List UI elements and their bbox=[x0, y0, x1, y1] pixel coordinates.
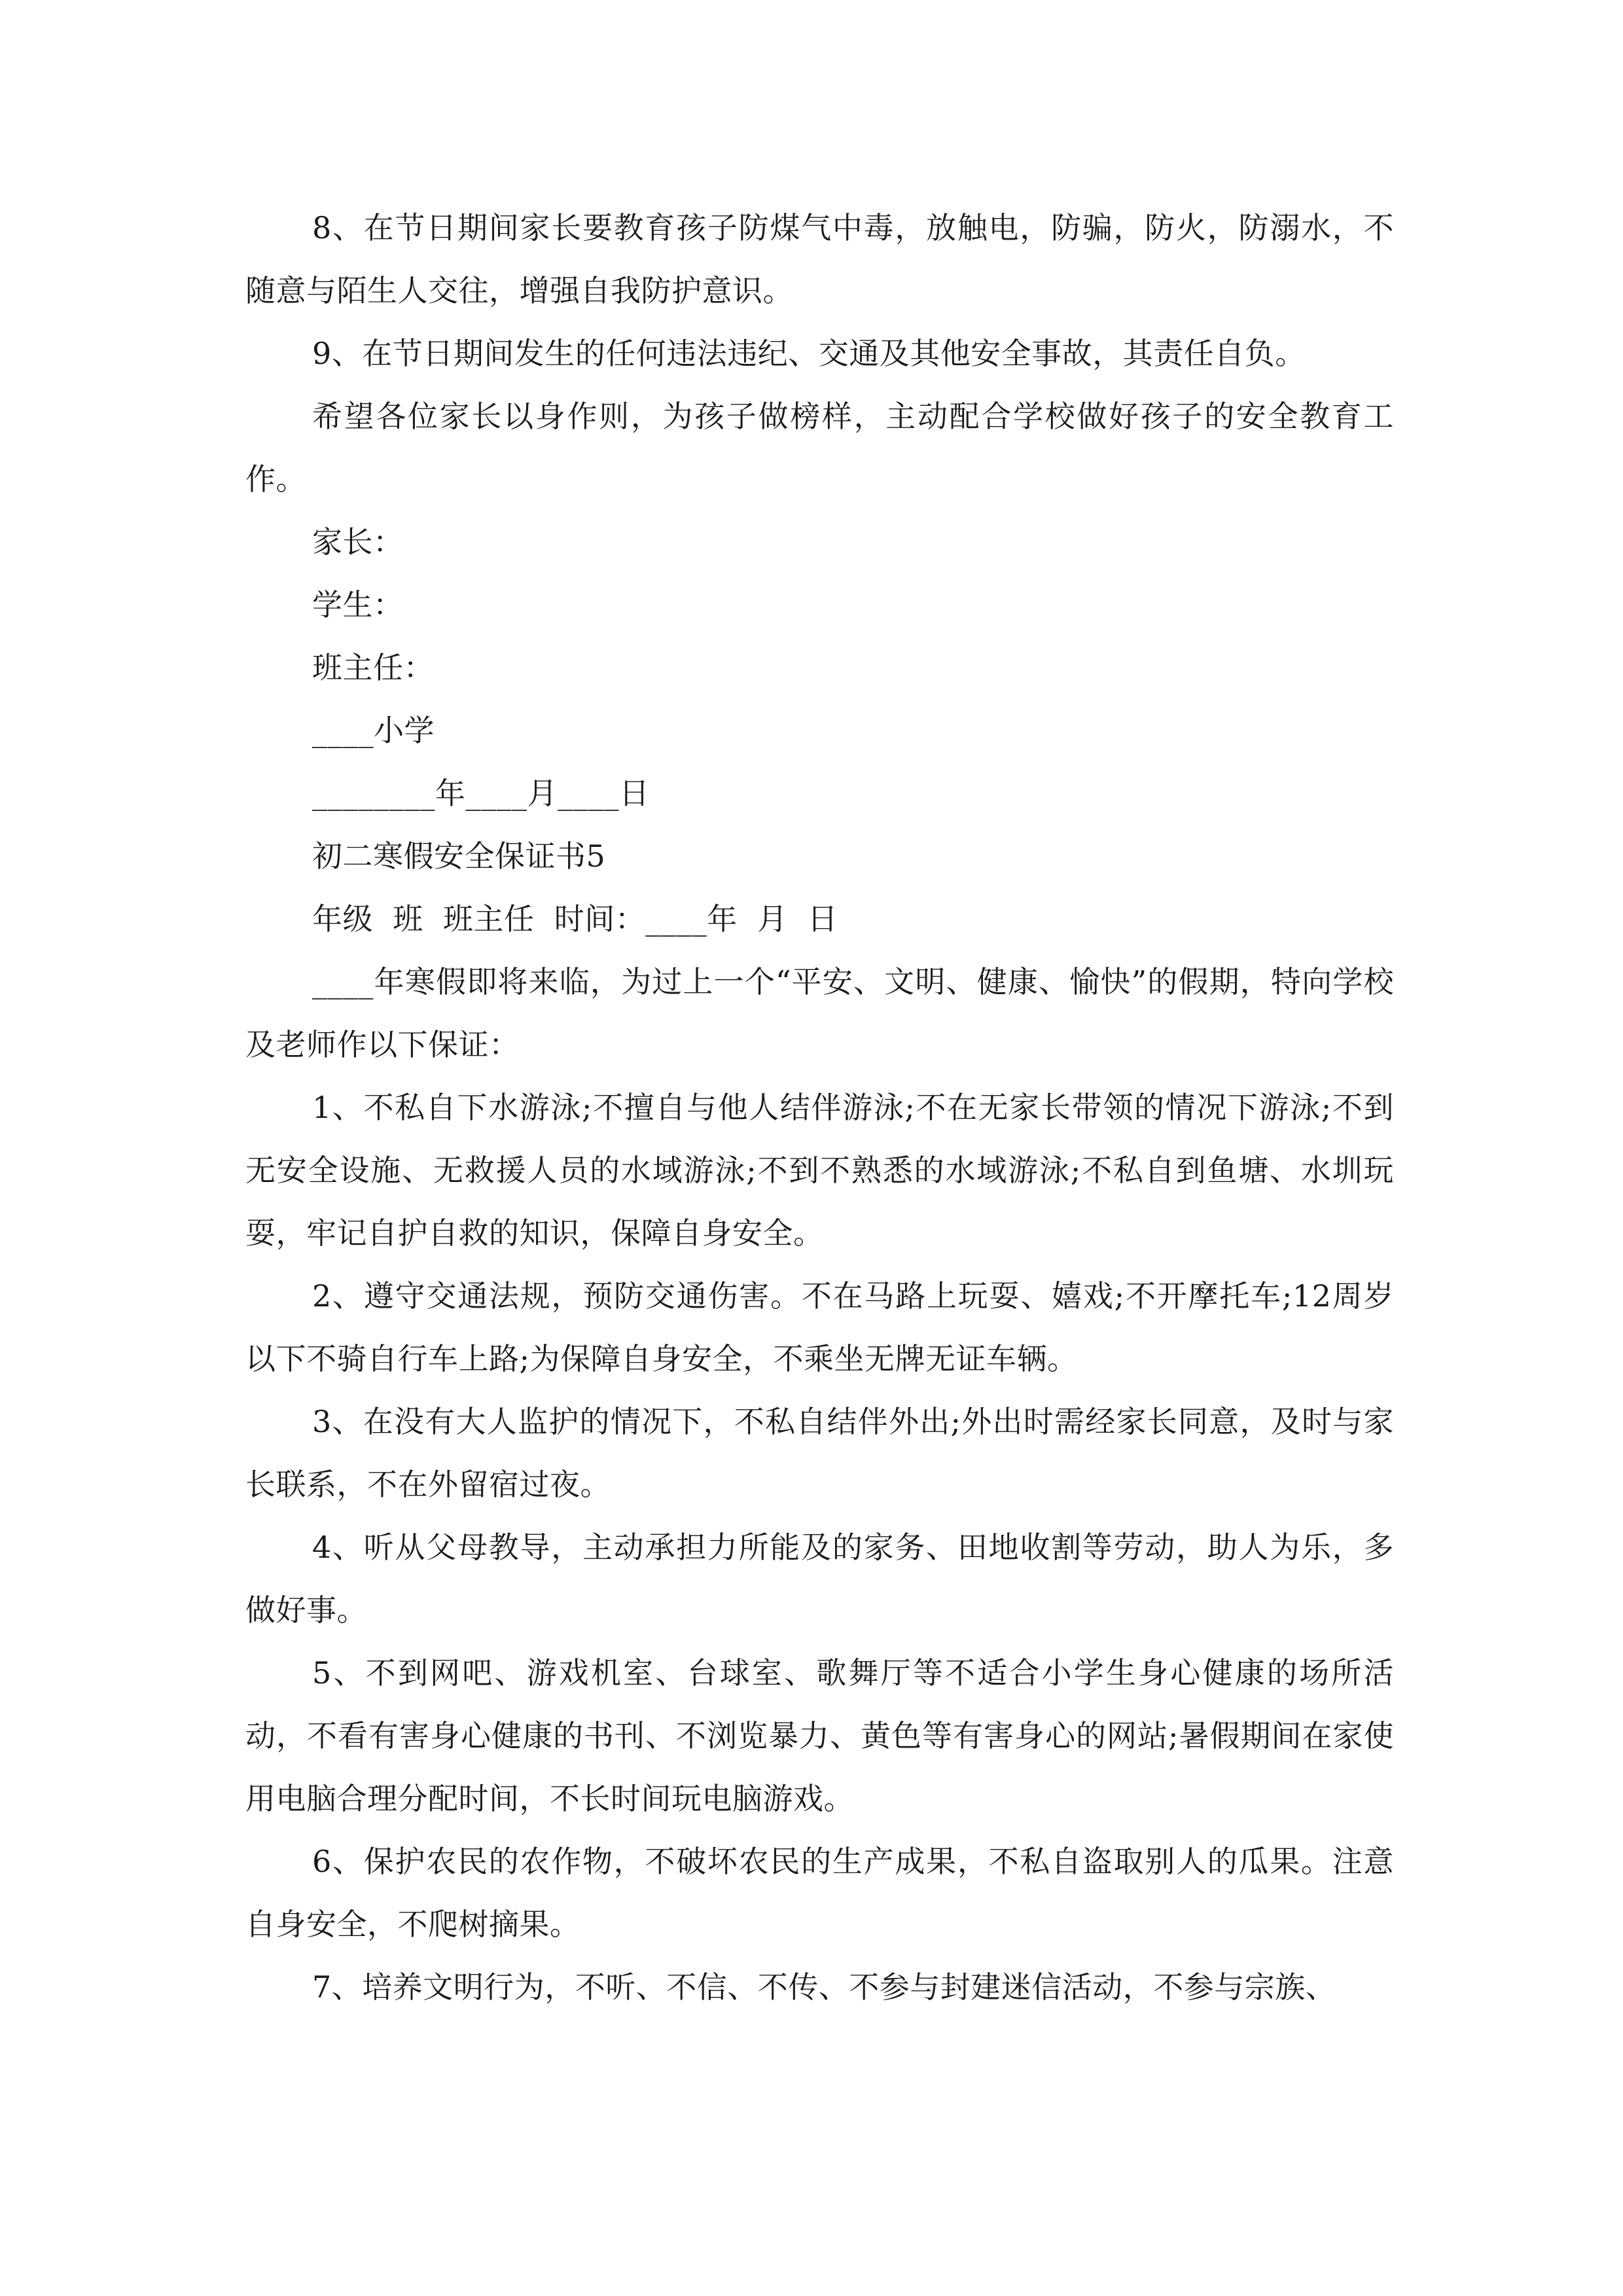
paragraph-item-4: 4、听从父母教导，主动承担力所能及的家务、田地收割等劳动，助人为乐，多做好事。 bbox=[245, 1530, 1394, 1628]
paragraph-hope: 希望各位家长以身作则，为孩子做榜样，主动配合学校做好孩子的安全教育工作。 bbox=[245, 399, 1394, 497]
paragraph-item-1: 1、不私自下水游泳;不擅自与他人结伴游泳;不在无家长带领的情况下游泳;不到无安全设施、无救援人员的水域游泳;不到不熟悉的水域游泳;不私自到鱼塘、水圳玩耍，牢记自护自救的知识，保障自身安全。 bbox=[245, 1090, 1394, 1251]
school-name-line: ____小学 bbox=[312, 713, 435, 748]
paragraph-intro: ____年寒假即将来临，为过上一个“平安、文明、健康、愉快”的假期，特向学校及老师作以下保证： bbox=[245, 964, 1394, 1062]
paragraph-item-6: 6、保护农民的农作物，不破坏农民的生产成果，不私自盗取别人的瓜果。注意自身安全，不爬树摘果。 bbox=[245, 1844, 1394, 1942]
section-title: 初二寒假安全保证书5 bbox=[312, 838, 606, 874]
paragraph-item-7: 7、培养文明行为，不听、不信、不传、不参与封建迷信活动，不参与宗族、 bbox=[312, 1969, 1336, 2005]
paragraph-item-9: 9、在节日期间发生的任何违法违纪、交通及其他安全事故，其责任自负。 bbox=[312, 336, 1306, 371]
paragraph-item-3: 3、在没有大人监护的情况下，不私自结伴外出;外出时需经家长同意，及时与家长联系，不在外留宿过夜。 bbox=[245, 1404, 1394, 1502]
paragraph-item-5: 5、不到网吧、游戏机室、台球室、歌舞厅等不适合小学生身心健康的场所活动，不看有害身心健康的书刊、不浏览暴力、黄色等有害身心的网站;暑假期间在家使用电脑合理分配时间，不长时间玩电脑游戏。 bbox=[245, 1655, 1394, 1816]
document-body bbox=[245, 196, 1394, 2018]
teacher-signature-label: 班主任： bbox=[312, 650, 434, 685]
paragraph-item-2: 2、遵守交通法规，预防交通伤害。不在马路上玩耍、嬉戏;不开摩托车;12周岁以下不骑自行车上路;为保障自身安全，不乘坐无牌无证车辆。 bbox=[245, 1278, 1394, 1376]
date-line: ________年____月____日 bbox=[312, 776, 650, 811]
parent-signature-label: 家长： bbox=[312, 524, 404, 560]
paragraph-item-8: 8、在节日期间家长要教育孩子防煤气中毒，放触电，防骗，防火，防溺水，不随意与陌生人交往，增强自我防护意识。 bbox=[245, 210, 1394, 308]
section-meta-line: 年级 班 班主任 时间：____年 月 日 bbox=[312, 901, 838, 937]
student-signature-label: 学生： bbox=[312, 587, 404, 622]
